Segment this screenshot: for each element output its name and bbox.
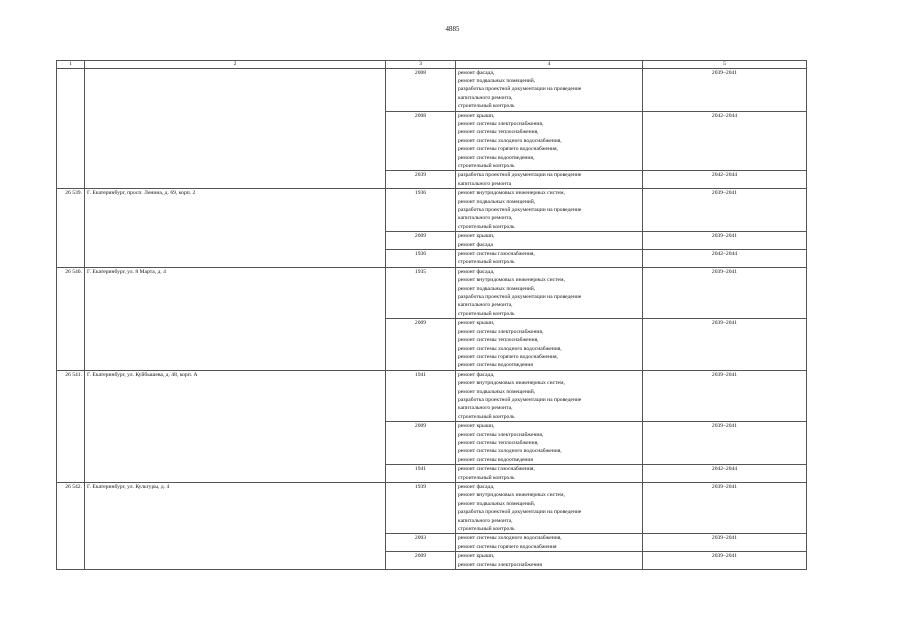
table-row — [57, 483, 807, 534]
works-cell — [456, 370, 643, 421]
works-cell — [456, 111, 643, 171]
works-cell — [456, 319, 643, 370]
period-cell: 2039–2041 — [643, 319, 807, 370]
building-address: Г. Екатеринбург, ул. Куйбышева, д. 48, корп. А — [85, 370, 386, 482]
work-item: капитального ремонта, — [458, 215, 513, 222]
work-item: разработка проектной документации на проведение — [458, 294, 582, 301]
work-item: ремонт системы водоотведения, — [458, 154, 535, 161]
building-address: Г. Екатеринбург, просп. Ленина, д. 69, корп. 2 — [85, 189, 386, 268]
works-cell — [456, 232, 643, 250]
year-cell: 1936 — [386, 250, 456, 268]
work-item: ремонт системы горячего водоснабжения — [458, 543, 557, 550]
work-item: ремонт крыши, — [458, 112, 495, 119]
work-item: ремонт системы холодного водоснабжения, — [458, 535, 562, 542]
work-item: ремонт внутридомовых инженерных систем, — [458, 190, 565, 197]
period-cell: 2039–2041 — [643, 189, 807, 232]
work-item: ремонт системы газоснабжения, — [458, 466, 535, 473]
work-item: ремонт системы горячего водоснабжения, — [458, 146, 558, 153]
work-item: ремонт крыши, — [458, 320, 495, 327]
period-cell: 2039–2041 — [643, 68, 807, 111]
year-cell: 2039 — [386, 171, 456, 189]
period-cell: 2042–2044 — [643, 111, 807, 171]
year-cell: 1939 — [386, 483, 456, 534]
work-item: ремонт подвальных помещений, — [458, 500, 536, 507]
work-item: разработка проектной документации на проведение — [458, 86, 582, 93]
object-number: 26 542. — [57, 483, 85, 570]
work-item: строительный контроль — [458, 223, 515, 230]
work-item: ремонт системы электроснабжения — [458, 561, 542, 568]
works-cell — [456, 189, 643, 232]
work-item: ремонт системы электроснабжения, — [458, 328, 544, 335]
building-address: Г. Екатеринбург, ул. 8 Марта, д. 4 — [85, 267, 386, 370]
building-address: Г. Екатеринбург, ул. Культуры, д. 4 — [85, 483, 386, 570]
work-item: ремонт системы теплоснабжения, — [458, 129, 539, 136]
repair-schedule-table — [56, 60, 807, 570]
work-item: капитального ремонта — [458, 180, 512, 187]
work-item: ремонт системы теплоснабжения, — [458, 439, 539, 446]
table-row — [57, 370, 807, 421]
work-item: ремонт системы горячего водоснабжения, — [458, 353, 558, 360]
year-cell: 1941 — [386, 465, 456, 483]
period-cell: 2039–2041 — [643, 552, 807, 570]
table-body — [57, 61, 807, 570]
work-item: ремонт внутридомовых инженерных систем, — [458, 492, 565, 499]
work-item: строительный контроль — [458, 310, 515, 317]
work-item: ремонт фасада, — [458, 268, 495, 275]
year-cell: 2003 — [386, 534, 456, 552]
work-item: ремонт подвальных помещений, — [458, 77, 536, 84]
work-item: ремонт крыши, — [458, 553, 495, 560]
works-cell — [456, 171, 643, 189]
table-row — [57, 189, 807, 232]
year-cell: 2008 — [386, 68, 456, 111]
period-cell: 2042–2044 — [643, 465, 807, 483]
work-item: ремонт крыши, — [458, 423, 495, 430]
work-item: ремонт фасада, — [458, 69, 495, 76]
period-cell: 2042–2044 — [643, 171, 807, 189]
work-item: ремонт системы газоснабжения, — [458, 251, 535, 258]
work-item: строительный контроль — [458, 413, 515, 420]
work-item: капитального ремонта, — [458, 302, 513, 309]
work-item: ремонт внутридомовых инженерных систем, — [458, 277, 565, 284]
work-item: капитального ремонта, — [458, 517, 513, 524]
work-item: ремонт системы теплоснабжения, — [458, 337, 539, 344]
column-number-row — [57, 61, 807, 69]
work-item: ремонт фасада, — [458, 371, 495, 378]
work-item: ремонт внутридомовых инженерных систем, — [458, 380, 565, 387]
works-cell — [456, 552, 643, 570]
year-cell: 2009 — [386, 552, 456, 570]
work-item: ремонт системы холодного водоснабжения, — [458, 448, 562, 455]
year-cell: 1936 — [386, 189, 456, 232]
work-item: строительный контроль — [458, 162, 515, 169]
period-cell: 2039–2041 — [643, 422, 807, 465]
column-number: 1 — [57, 61, 85, 69]
column-number: 5 — [643, 61, 807, 69]
work-item: разработка проектной документации на проведение — [458, 172, 582, 179]
work-item: ремонт системы водоотведения — [458, 456, 533, 463]
object-number: 26 540. — [57, 267, 85, 370]
work-item: ремонт системы электроснабжения, — [458, 431, 544, 438]
works-cell — [456, 250, 643, 268]
table-row — [57, 68, 807, 111]
work-item: разработка проектной документации на проведение — [458, 509, 582, 516]
work-item: ремонт системы водоотведения — [458, 362, 533, 369]
work-item: капитального ремонта, — [458, 94, 513, 101]
period-cell: 2039–2041 — [643, 370, 807, 421]
work-item: ремонт фасада, — [458, 484, 495, 490]
work-item: ремонт системы электроснабжения, — [458, 120, 544, 127]
work-item: строительный контроль — [458, 259, 515, 266]
year-cell: 2009 — [386, 422, 456, 465]
works-cell — [456, 267, 643, 318]
period-cell: 2039–2041 — [643, 267, 807, 318]
period-cell: 2042–2044 — [643, 250, 807, 268]
work-item: строительный контроль — [458, 526, 515, 533]
works-cell — [456, 68, 643, 111]
building-address — [85, 68, 386, 189]
work-item: ремонт фасада — [458, 241, 493, 248]
work-item: разработка проектной документации на проведение — [458, 396, 582, 403]
column-number: 2 — [85, 61, 386, 69]
work-item: строительный контроль — [458, 103, 515, 110]
work-item: ремонт подвальных помещений, — [458, 285, 536, 292]
works-cell — [456, 422, 643, 465]
work-item: ремонт системы холодного водоснабжения, — [458, 137, 562, 144]
period-cell: 2039–2041 — [643, 483, 807, 534]
year-cell: 2009 — [386, 232, 456, 250]
object-number: 26 541. — [57, 370, 85, 482]
year-cell: 2009 — [386, 319, 456, 370]
work-item: строительный контроль — [458, 474, 515, 481]
year-cell: 1935 — [386, 267, 456, 318]
works-cell — [456, 534, 643, 552]
page-number: 4885 — [445, 25, 460, 33]
object-number: 26 539. — [57, 189, 85, 268]
work-item: ремонт подвальных помещений, — [458, 198, 536, 205]
work-item: капитального ремонта, — [458, 405, 513, 412]
column-number: 4 — [456, 61, 643, 69]
work-item: ремонт системы холодного водоснабжения, — [458, 345, 562, 352]
work-item: разработка проектной документации на проведение — [458, 207, 582, 213]
work-item: ремонт подвальных помещений, — [458, 388, 536, 395]
works-cell — [456, 465, 643, 483]
year-cell: 2008 — [386, 111, 456, 171]
column-number: 3 — [386, 61, 456, 69]
works-cell — [456, 483, 643, 534]
period-cell: 2039–2041 — [643, 534, 807, 552]
year-cell: 1941 — [386, 370, 456, 421]
object-number — [57, 68, 85, 189]
period-cell: 2039–2041 — [643, 232, 807, 250]
work-item: ремонт крыши, — [458, 233, 495, 240]
table-row — [57, 267, 807, 318]
